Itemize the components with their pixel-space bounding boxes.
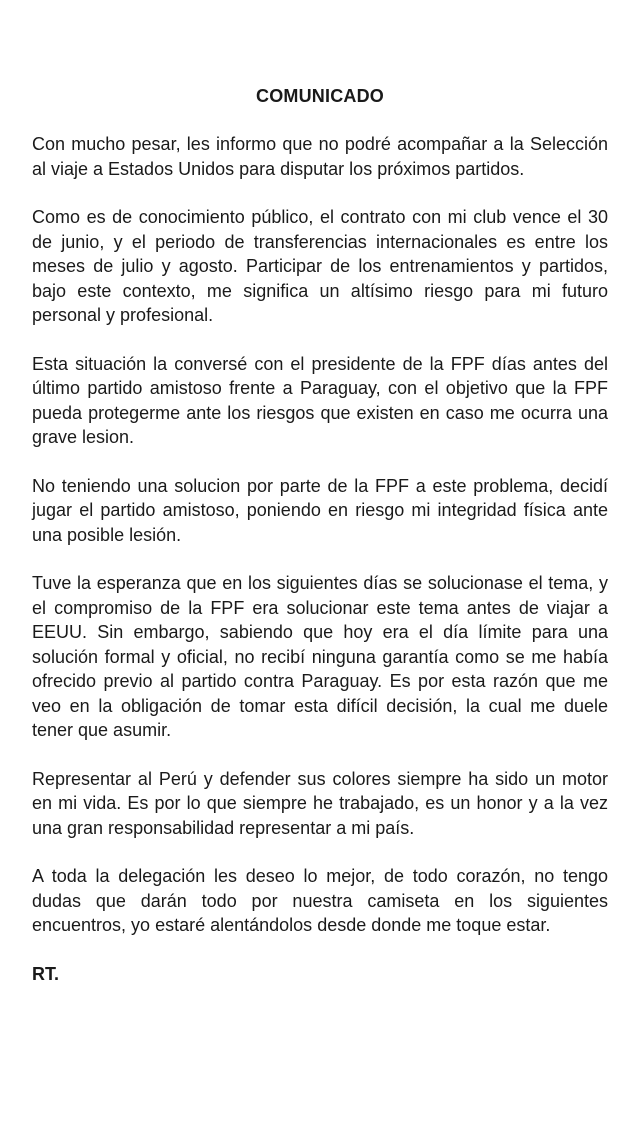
paragraph: Representar al Perú y defender sus colores siempre ha sido un motor en mi vida. Es por lo que siempre he trabajado, es un honor y a la vez una gran responsabilidad representar a mi país. bbox=[32, 768, 608, 838]
paragraph: Esta situación la conversé con el presidente de la FPF días antes del último partido amistoso frente a Paraguay, con el objetivo que la FPF pueda protegerme ante los riesgos que existen en caso me ocurra una grave lesion. bbox=[32, 353, 608, 447]
paragraph: Con mucho pesar, les informo que no podré acompañar a la Selección al viaje a Estados Unidos para disputar los próximos partidos. bbox=[32, 134, 608, 179]
paragraph: Como es de conocimiento público, el contrato con mi club vence el 30 de junio, y el periodo de transferencias internacionales es entre los meses de julio y agosto. Participar de los entrenamientos y partidos, bajo este contexto, me significa un altísimo riesgo para mi futuro personal y profesional. bbox=[32, 207, 608, 325]
paragraph: No teniendo una solucion por parte de la FPF a este problema, decidí jugar el partido amistoso, poniendo en riesgo mi integridad física ante una posible lesión. bbox=[32, 475, 608, 545]
signature: RT. bbox=[32, 963, 59, 984]
paragraph: A toda la delegación les deseo lo mejor, de todo corazón, no tengo dudas que darán todo por nuestra camiseta en los siguientes encuentros, yo estaré alentándolos desde donde me toque estar. bbox=[32, 866, 608, 935]
statement-document bbox=[32, 84, 608, 986]
document-title: COMUNICADO bbox=[256, 86, 384, 106]
paragraph: Tuve la esperanza que en los siguientes días se solucionase el tema, y el compromiso de la FPF era solucionar este tema antes de viajar a EEUU. Sin embargo, sabiendo que hoy era el día límite para una solución formal y oficial, no recibí ninguna garantía como se me había ofrecido previo al partido contra Paraguay. Es por esta razón que me veo en la obligación de tomar esta difícil decisión, la cual me duele tener que asumir. bbox=[32, 573, 608, 740]
